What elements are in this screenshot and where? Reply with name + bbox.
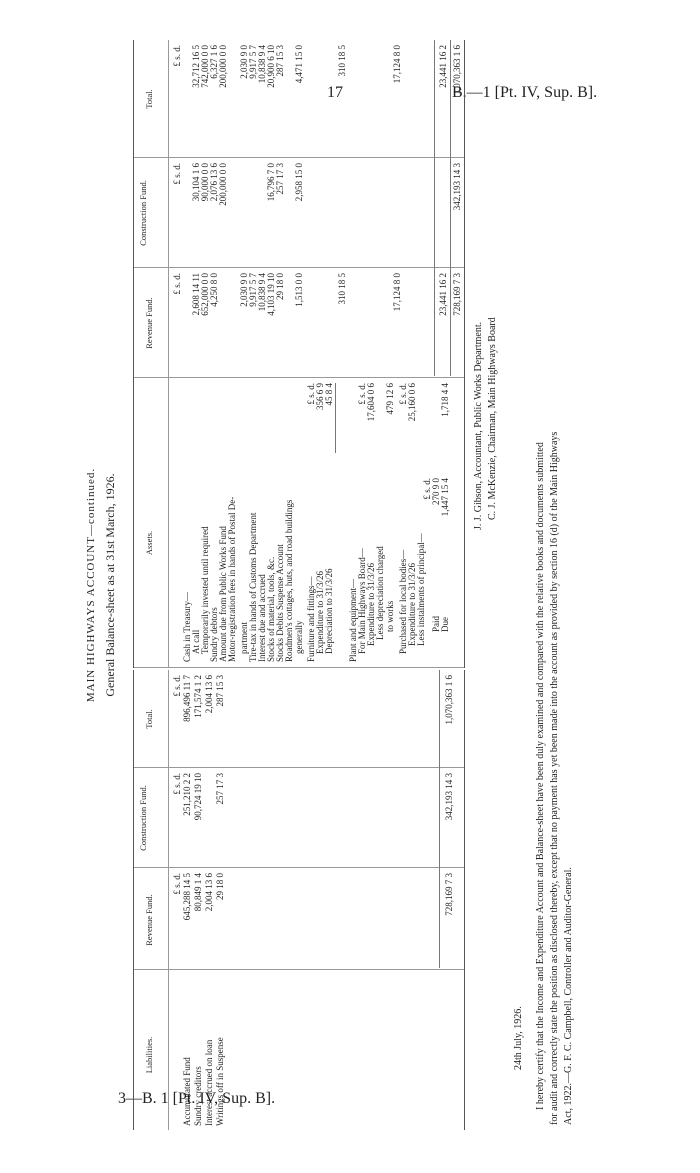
asset-row-total: 287 15 3 — [275, 45, 285, 77]
lsd-label: £ s. d. — [172, 773, 182, 795]
asset-row-total: 10,838 9 4 — [257, 45, 267, 84]
liab-row-total: 287 15 3 — [215, 675, 225, 707]
asset-row-total: 6,327 1 6 — [209, 45, 219, 79]
asset-row-label: At call — [191, 629, 201, 654]
asset-row-revenue: 2,608 14 11 — [191, 273, 201, 316]
liab-row-revenue: 80,849 1 4 — [193, 873, 203, 912]
asset-row-total: 20,900 6 10 — [266, 45, 276, 88]
local-lsd: £ s. d. — [398, 383, 408, 405]
asset-row-total: 17,124 8 0 — [392, 45, 402, 84]
furniture-lsd: £ s. d. — [306, 383, 316, 405]
asset-row-construction: 16,796 7 0 — [266, 163, 276, 202]
liab-row-total: 896,496 11 7 — [182, 675, 192, 722]
asset-row-label: Cash in Treasury— — [182, 591, 192, 662]
liab-row-construction: 90,724 19 10 — [193, 773, 203, 821]
column-divider — [134, 767, 464, 768]
asset-row-revenue: 10,838 9 4 — [257, 273, 267, 312]
liab-row-construction: 257 17 3 — [215, 773, 225, 805]
signature-accountant: J. J. Gibson, Accountant, Public Works Department. — [473, 321, 484, 530]
asset-row-total: 9,917 5 7 — [248, 45, 258, 79]
liab-total-revenue: 728,169 7 3 — [444, 873, 454, 916]
liab-revenue-header: Revenue Fund. — [144, 894, 154, 946]
header-rule — [168, 670, 169, 1130]
liab-row-label: Accumulated Fund — [182, 1057, 192, 1126]
plant-less: 479 12 6 — [385, 383, 395, 415]
liab-row-total: 171,574 1 2 — [193, 675, 203, 718]
asset-row-label: Roadmen's cottages, huts, and road buildings — [284, 499, 294, 662]
liab-total-total: 1,070,363 1 6 — [444, 675, 454, 725]
asset-row-label: Tire-tax in hands of Customs Department — [248, 512, 258, 662]
assets-table — [133, 40, 465, 668]
liabilities-table — [133, 670, 465, 1130]
lsd-label: £ s. d. — [172, 45, 182, 67]
assets-heading: Assets. — [144, 530, 154, 556]
balance-sheet-title: General Balance-sheet as at 31st March, 1926. — [103, 473, 117, 697]
header-rule — [168, 40, 169, 668]
asset-row-revenue: 4,250 8 0 — [209, 273, 219, 307]
account-title: MAIN HIGHWAYS ACCOUNT—continued. — [85, 467, 97, 703]
column-divider — [134, 969, 464, 970]
assets-total-revenue: 728,169 7 3 — [452, 273, 462, 316]
page-number: 17 — [327, 84, 343, 101]
asset-row-total: 4,471 15 0 — [294, 45, 304, 84]
column-divider — [134, 157, 464, 158]
asset-row-construction: 90,000 0 0 — [200, 163, 210, 202]
asset-row-label: Due — [440, 617, 450, 632]
asset-row-label: Expenditure to 31/3/26 — [366, 563, 376, 646]
asset-row-label: Expenditure to 31/3/26 — [315, 571, 325, 654]
asset-row-label: Less depreciation charged — [375, 546, 385, 640]
plant-expenditure: 17,604 0 6 — [366, 383, 376, 422]
asset-row-label: Sundry debtors — [209, 607, 219, 662]
asset-row-total: 200,000 0 0 — [218, 45, 228, 88]
furniture-depreciation: 45 8 4 — [324, 383, 334, 406]
liab-row-label: Sundry creditors — [193, 1066, 203, 1126]
liab-row-label: Interest accrued on loan — [204, 1039, 214, 1126]
local-net: 1,718 4 4 — [440, 383, 450, 417]
assets-total-header: Total. — [144, 89, 154, 109]
asset-row-construction: 30,104 1 6 — [191, 163, 201, 202]
total-rule — [439, 670, 440, 968]
total-rule — [434, 40, 435, 376]
liab-row-construction: 251,210 2 2 — [182, 773, 192, 816]
asset-row-revenue: 2,030 9 0 — [239, 273, 249, 307]
total-rule — [450, 40, 451, 376]
date: 24th July, 1926. — [513, 1006, 524, 1070]
paid-amount: 270 9 0 — [431, 478, 441, 505]
certification-line-3: Act, 1922.—G. F. C. Campbell, Controller and Auditor-General. — [563, 867, 574, 1125]
column-divider — [134, 667, 464, 668]
asset-row-revenue: 29 18 0 — [275, 273, 285, 300]
liab-row-label: Writings off in Suspense — [215, 1037, 225, 1126]
asset-row-label: Expenditure to 31/3/26 — [407, 563, 417, 646]
asset-row-revenue: 23,441 16 2 — [438, 273, 448, 316]
asset-row-label: Depreciation to 31/3/26 — [324, 568, 334, 654]
liabilities-heading: Liabilities. — [144, 1036, 154, 1074]
asset-row-label: generally — [294, 620, 304, 654]
asset-row-label: Purchased for local bodies— — [398, 549, 408, 654]
asset-row-label: to works — [385, 600, 395, 632]
due-amount: 1,447 15 4 — [440, 478, 450, 517]
asset-row-total: 2,030 9 0 — [239, 45, 249, 79]
liab-row-revenue: 29 18 0 — [215, 873, 225, 900]
asset-row-label: Stocks Debits Suspense Account — [275, 544, 285, 662]
column-divider — [134, 267, 464, 268]
sub-rule — [335, 383, 336, 453]
lsd-label: £ s. d. — [172, 873, 182, 895]
lsd-label: £ s. d. — [172, 163, 182, 185]
liab-row-revenue: 2,004 13 6 — [204, 873, 214, 912]
asset-row-label: Plant and equipment— — [348, 579, 358, 662]
asset-row-total: 23,441 16 2 — [438, 45, 448, 88]
paid-lsd: £ s. d. — [422, 478, 432, 500]
liab-row-revenue: 645,288 14 5 — [182, 873, 192, 921]
assets-construction-header: Construction Fund. — [138, 180, 148, 246]
asset-row-total: 742,000 0 0 — [200, 45, 210, 88]
asset-row-total: 310 18 5 — [337, 45, 347, 77]
asset-row-revenue: 17,124 8 0 — [392, 273, 402, 312]
liab-construction-header: Construction Fund. — [138, 785, 148, 851]
liab-row-total: 2,004 13 6 — [204, 675, 214, 714]
local-expenditure: 25,160 0 6 — [407, 383, 417, 422]
asset-row-construction: 257 17 3 — [275, 163, 285, 195]
lsd-label: £ s. d. — [172, 273, 182, 295]
plant-lsd: £ s. d. — [357, 383, 367, 405]
asset-row-revenue: 4,103 19 10 — [266, 273, 276, 316]
asset-row-revenue: 1,513 0 0 — [294, 273, 304, 307]
column-divider — [134, 377, 464, 378]
asset-row-label: Interest due and accrued — [257, 574, 267, 662]
asset-row-revenue: 9,917 5 7 — [248, 273, 258, 307]
furniture-expenditure: 356 6 9 — [315, 383, 325, 410]
asset-row-construction: 2,076 13 6 — [209, 163, 219, 202]
asset-row-label: partment — [239, 622, 249, 654]
lsd-label: £ s. d. — [172, 675, 182, 697]
liab-total-header: Total. — [144, 709, 154, 729]
asset-row-label: Less instalments of principal— — [416, 533, 426, 646]
certification-line-1: I hereby certify that the Income and Expenditure Account and Balance-sheet have been duly examined and compared with the relative books and documents submitted — [535, 442, 546, 1110]
asset-row-label: Furniture and fittings— — [306, 576, 316, 662]
balance-sheet-rotated — [85, 40, 605, 1130]
asset-row-label: Paid — [431, 615, 441, 632]
right-reference: B.—1 [Pt. IV, Sup. B]. — [452, 84, 598, 101]
liab-total-construction: 342,193 14 3 — [444, 773, 454, 821]
asset-row-label: Motor-registration fees in hands of Postal De- — [227, 496, 237, 662]
asset-row-construction: 2,958 15 0 — [294, 163, 304, 202]
asset-row-revenue: 652,000 0 0 — [200, 273, 210, 316]
assets-revenue-header: Revenue Fund. — [144, 297, 154, 349]
asset-row-total: 32,712 16 5 — [191, 45, 201, 88]
asset-row-label: Amount due from Public Works Fund — [218, 526, 228, 662]
asset-row-label: Temporarily invested until required — [200, 526, 210, 654]
signature-chairman: C. J. McKenzie, Chairman, Main Highways Board — [487, 317, 498, 520]
assets-total-construction: 342,193 14 3 — [452, 163, 462, 211]
certification-line-2: for audit and correctly state the position as disclosed thereby, except that no payment has yet been made into the account as provided by section 16 (d) of the Main Highways — [549, 431, 560, 1125]
asset-row-label: Stocks of material, tools, &c. — [266, 556, 276, 662]
bottom-left-reference: 3—B. 1 [Pt. IV, Sup. B]. — [118, 1090, 276, 1107]
asset-row-construction: 200,000 0 0 — [218, 163, 228, 206]
asset-row-label: For Main Highways Board— — [357, 548, 367, 654]
asset-row-revenue: 310 18 5 — [337, 273, 347, 305]
assets-total-total: 1,070,363 1 6 — [452, 45, 462, 95]
column-divider — [134, 867, 464, 868]
